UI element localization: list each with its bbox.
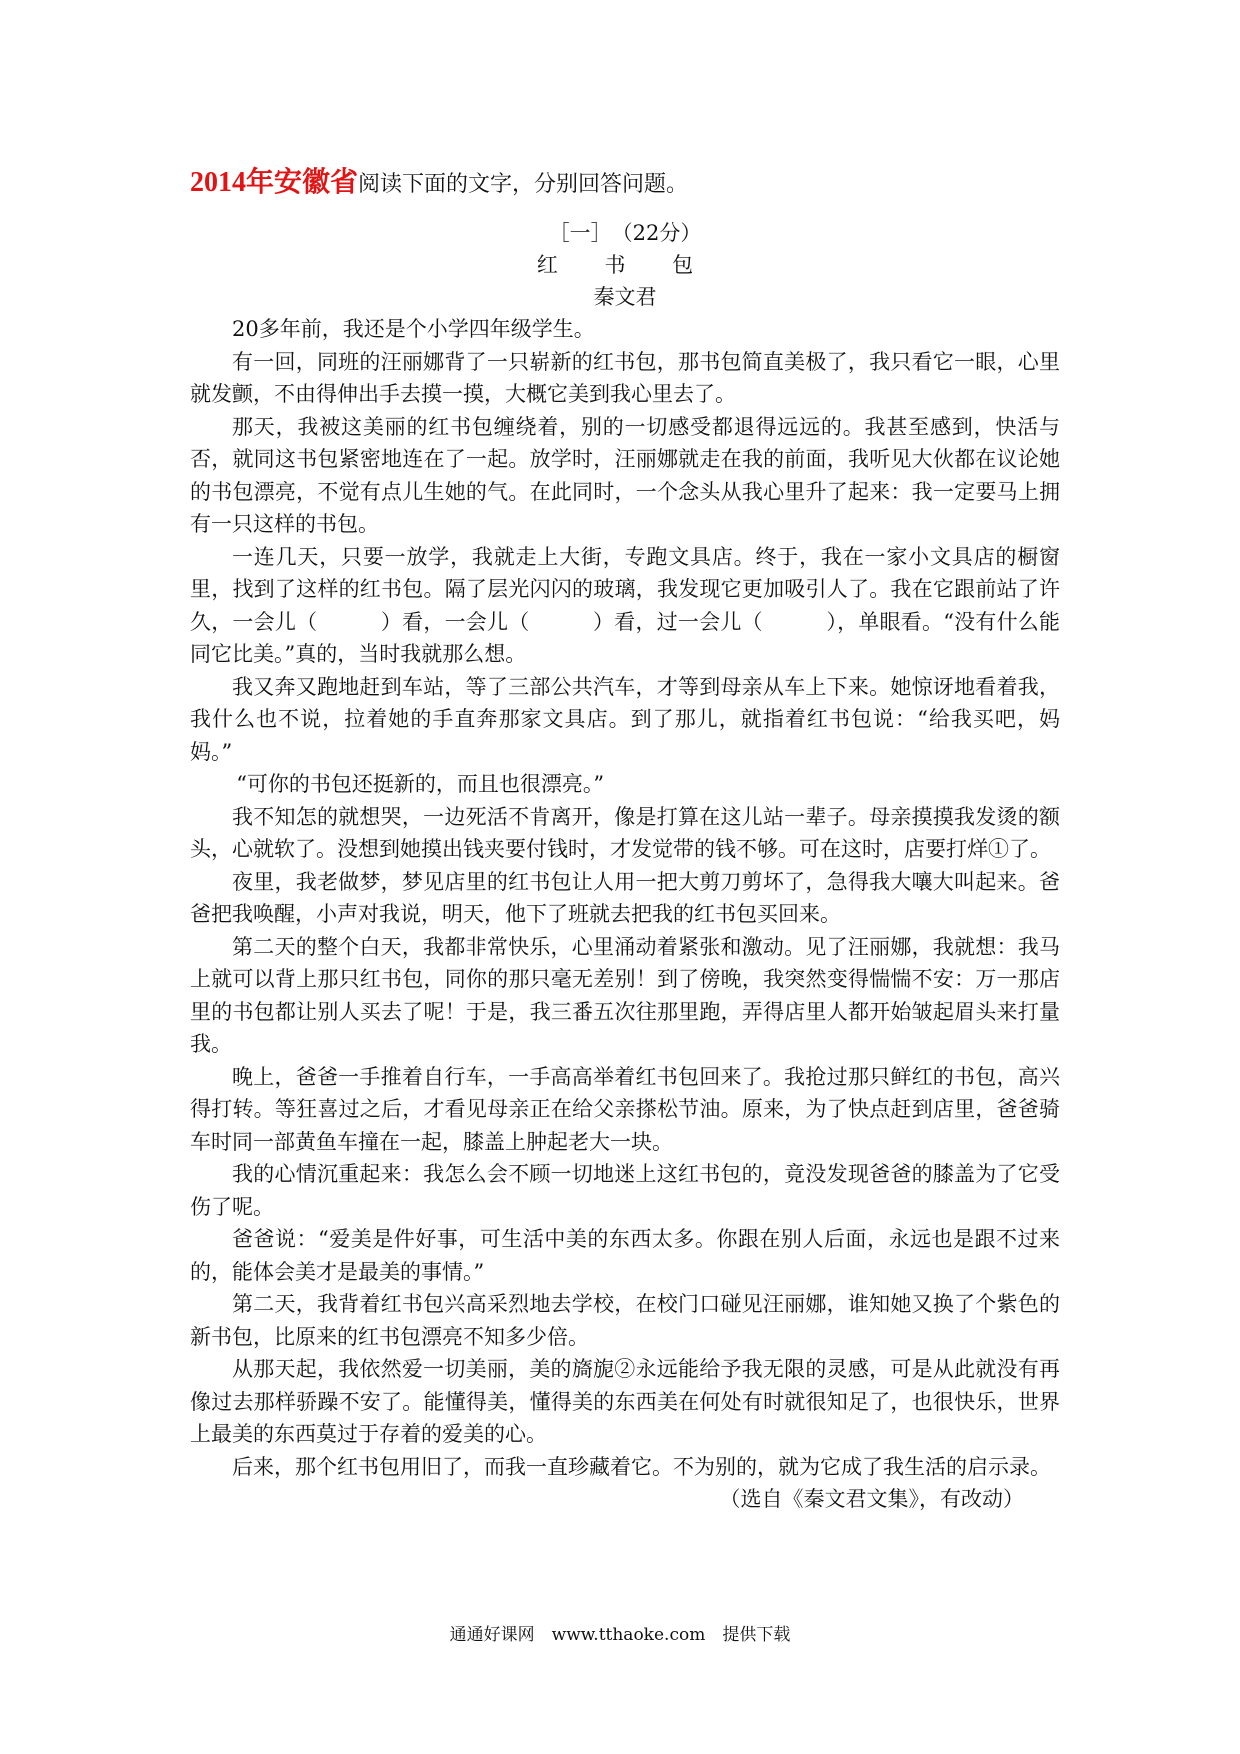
exam-label: 2014年安徽省 (190, 167, 359, 198)
article-source: （选自《秦文君文集》，有改动） (719, 1487, 1024, 1511)
paragraph: 我的心情沉重起来：我怎么会不顾一切地迷上这红书包的，竟没发现爸爸的膝盖为了它受伤了呢。 (190, 1162, 1060, 1219)
paragraph: 第二天的整个白天，我都非常快乐，心里涌动着紧张和激动。见了汪丽娜，我就想：我马上就可以背上那只红书包，同你的那只毫无差别！到了傍晚，我突然变得惴惴不安：万一那店里的书包都让别人买去了呢！于是，我三番五次往那里跑，弄得店里人都开始皱起眉头来打量我。 (190, 934, 1060, 1056)
paragraph: 夜里，我老做梦，梦见店里的红书包让人用一把大剪刀剪坏了，急得我大嚷大叫起来。爸爸把我唤醒，小声对我说，明天，他下了班就去把我的红书包买回来。 (190, 869, 1060, 926)
article-title: 红 书 包 (536, 253, 714, 277)
paragraph: 20多年前，我还是个小学四年级学生。 (232, 317, 595, 341)
article-author: 秦文君 (593, 285, 657, 309)
paragraph: 我又奔又跑地赶到车站，等了三部公共汽车，才等到母亲从车上下来。她惊讶地看着我，我什么也不说，拉着她的手直奔那家文具店。到了那儿，就指着红书包说：“给我买吧，妈妈。” (190, 674, 1060, 764)
document-page (190, 165, 1060, 1515)
paragraph: 从那天起，我依然爱一切美丽，美的旖旎②永远能给予我无限的灵感，可是从此就没有再像过去那样骄躁不安了。能懂得美，懂得美的东西美在何处有时就很知足了，也很快乐，世界上最美的东西莫过于存着的爱美的心。 (190, 1357, 1060, 1446)
paragraph: 我不知怎的就想哭，一边死活不肯离开，像是打算在这儿站一辈子。母亲摸摸我发烫的额头，心就软了。没想到她摸出钱夹要付钱时，才发觉带的钱不够。可在这时，店要打烊①了。 (190, 804, 1060, 861)
section-number: ［一］ （22分） (548, 221, 702, 245)
header-line (190, 165, 1060, 203)
paragraph: 一连几天，只要一放学，我就走上大街，专跑文具店。终于，我在一家小文具店的橱窗里，找到了这样的红书包。隔了层光闪闪的玻璃，我发现它更加吸引人了。我在它跟前站了许久，一会儿（ ）看，一会儿（ ）看，过一会儿（ ），单眼看。“没有什么能同它比美。”真的，当时我就那么想。 (190, 544, 1060, 666)
paragraph: 有一回，同班的汪丽娜背了一只崭新的红书包，那书包简直美极了，我只看它一眼，心里就发颤，不由得伸出手去摸一摸，大概它美到我心里去了。 (190, 349, 1060, 406)
page-footer: 通通好课网 www.tthaoke.com 提供下载 (449, 1625, 791, 1645)
paragraph: 那天，我被这美丽的红书包缠绕着，别的一切感受都退得远远的。我甚至感到，快活与否，就同这书包紧密地连在了一起。放学时，汪丽娜就走在我的前面，我听见大伙都在议论她的书包漂亮，不觉有点儿生她的气。在此同时，一个念头从我心里升了起来：我一定要马上拥有一只这样的书包。 (190, 414, 1060, 536)
paragraph: 晚上，爸爸一手推着自行车，一手高高举着红书包回来了。我抢过那只鲜红的书包，高兴得打转。等狂喜过之后，才看见母亲正在给父亲搽松节油。原来，为了快点赶到店里，爸爸骑车时同一部黄鱼车撞在一起，膝盖上肿起老大一块。 (190, 1064, 1060, 1154)
article-body (190, 313, 1060, 1483)
paragraph: 爸爸说：“爱美是件好事，可生活中美的东西太多。你跟在别人后面，永远也是跟不过来的，能体会美才是最美的事情。” (190, 1227, 1060, 1284)
paragraph: “可你的书包还挺新的，而且也很漂亮。” (236, 772, 605, 796)
paragraph: 后来，那个红书包用旧了，而我一直珍藏着它。不为别的，就为它成了我生活的启示录。 (232, 1454, 1051, 1479)
instruction-text: 阅读下面的文字，分别回答问题。 (358, 172, 689, 197)
paragraph: 第二天，我背着红书包兴高采烈地去学校，在校门口碰见汪丽娜，谁知她又换了个紫色的新书包，比原来的红书包漂亮不知多少倍。 (190, 1292, 1060, 1349)
